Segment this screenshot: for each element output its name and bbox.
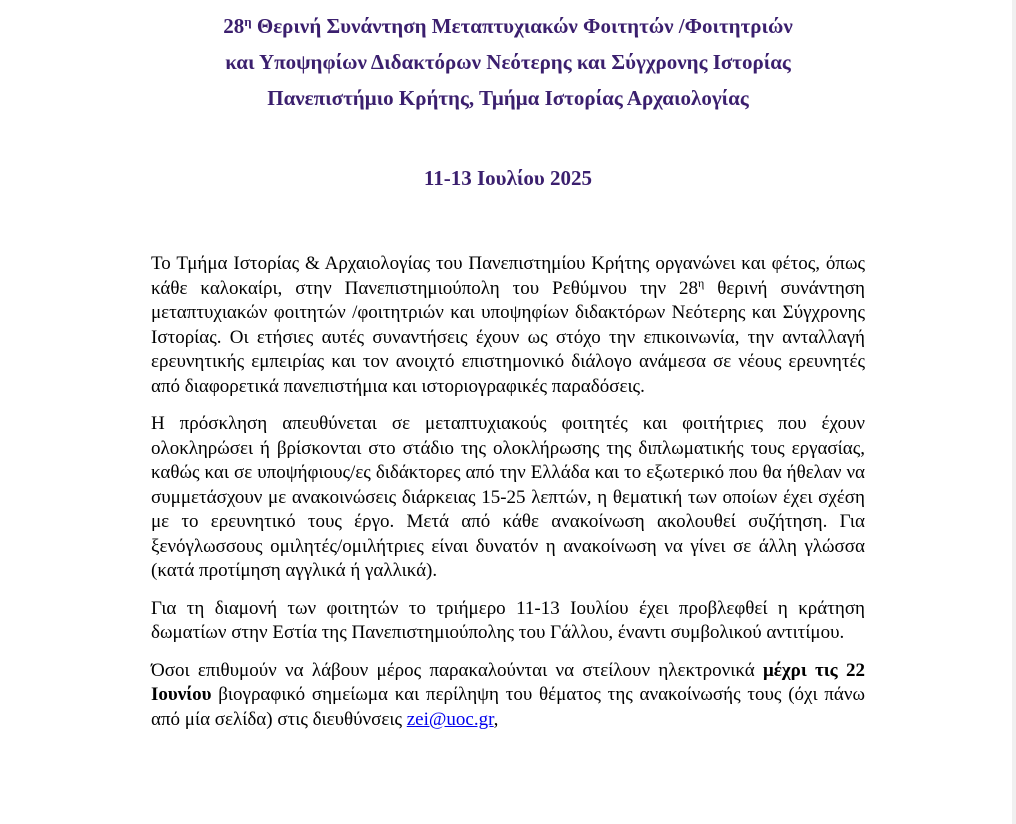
vertical-scrollbar[interactable] bbox=[1012, 0, 1016, 824]
paragraph-1-superscript: η bbox=[698, 275, 705, 290]
paragraph-4: Όσοι επιθυμούν να λάβουν μέρος παρακαλούνται να στείλουν ηλεκτρονικά μέχρι τις 22 Ιουνίου βιογραφικό σημείωμα και περίληψη του θέματος της ανακοίνωσής τους (όχι πάνω από μία σελίδα) στις διευθύνσεις zei@uoc.gr, bbox=[151, 659, 865, 730]
document-body bbox=[151, 252, 865, 745]
event-date: 11-13 Ιουλίου 2025 bbox=[423, 166, 593, 190]
paragraph-2: Η πρόσκληση απευθύνεται σε μεταπτυχιακούς φοιτητές και φοιτήτριες που έχουν ολοκληρώσει ή βρίσκονται στο στάδιο της ολοκλήρωσης της διπλωματικής τους εργασίας, καθώς και σε υποψήφιους/ες διδάκτορες από την Ελλάδα και το εξωτερικό που θα ήθελαν να συμμετάσχουν με ανακοινώσεις διάρκειας 15-25 λεπτών, η θεματική των οποίων έχει σχέση με το ερευνητικό τους έργο. Μετά από κάθε ανακοίνωση ακολουθεί συζήτηση. Για ξενόγλωσσους ομιλητές/ομιλήτριες είναι δυνατόν η ανακοίνωση να γίνει σε άλλη γλώσσα (κατά προτίμηση αγγλικά ή γαλλικά). bbox=[151, 413, 865, 581]
email-link[interactable]: zei@uoc.gr bbox=[406, 708, 494, 730]
document-header bbox=[0, 8, 1016, 116]
header-line-1: $28^\eta$ Θερινή Συνάντηση Μεταπτυχιακών Φοιτητών /Φοιτητριών bbox=[223, 14, 793, 38]
paragraph-3: Για τη διαμονή των φοιτητών το τριήμερο 11-13 Ιουλίου έχει προβλεφθεί η κράτηση δωματίων στην Εστία της Πανεπιστημιούπολης του Γάλλου, έναντι συμβολικού αντιτίμου. bbox=[151, 597, 865, 643]
header-line-2: και Υποψηφίων Διδακτόρων Νεότερης και Σύγχρονης Ιστορίας bbox=[225, 50, 791, 74]
paragraph-1: Το Τμήμα Ιστορίας & Αρχαιολογίας του Πανεπιστημίου Κρήτης οργανώνει και φέτος, όπως κάθε καλοκαίρι, στην Πανεπιστημιούπολη του Ρεθύμνου την $28^\eta$ θερινή συνάντηση μεταπτυχιακών φοιτητών /φοιτητριών και υποψηφίων διδακτόρων Νεότερης και Σύγχρονης Ιστορίας. Οι ετήσιες αυτές συναντήσεις έχουν ως στόχο την επικοινωνία, την ανταλλαγή ερευνητικής εμπειρίας και τον ανοιχτό επιστημονικό διάλογο ανάμεσα σε νέους ερευνητές από διαφορετικά πανεπιστήμια και ιστοριογραφικές παραδόσεις. bbox=[151, 253, 865, 397]
header-superscript: η bbox=[244, 14, 252, 29]
header-line-3: Πανεπιστήμιο Κρήτης, Τμήμα Ιστορίας Αρχαιολογίας bbox=[267, 86, 749, 110]
deadline-text: μέχρι τις 22 Ιουνίου bbox=[151, 659, 865, 705]
